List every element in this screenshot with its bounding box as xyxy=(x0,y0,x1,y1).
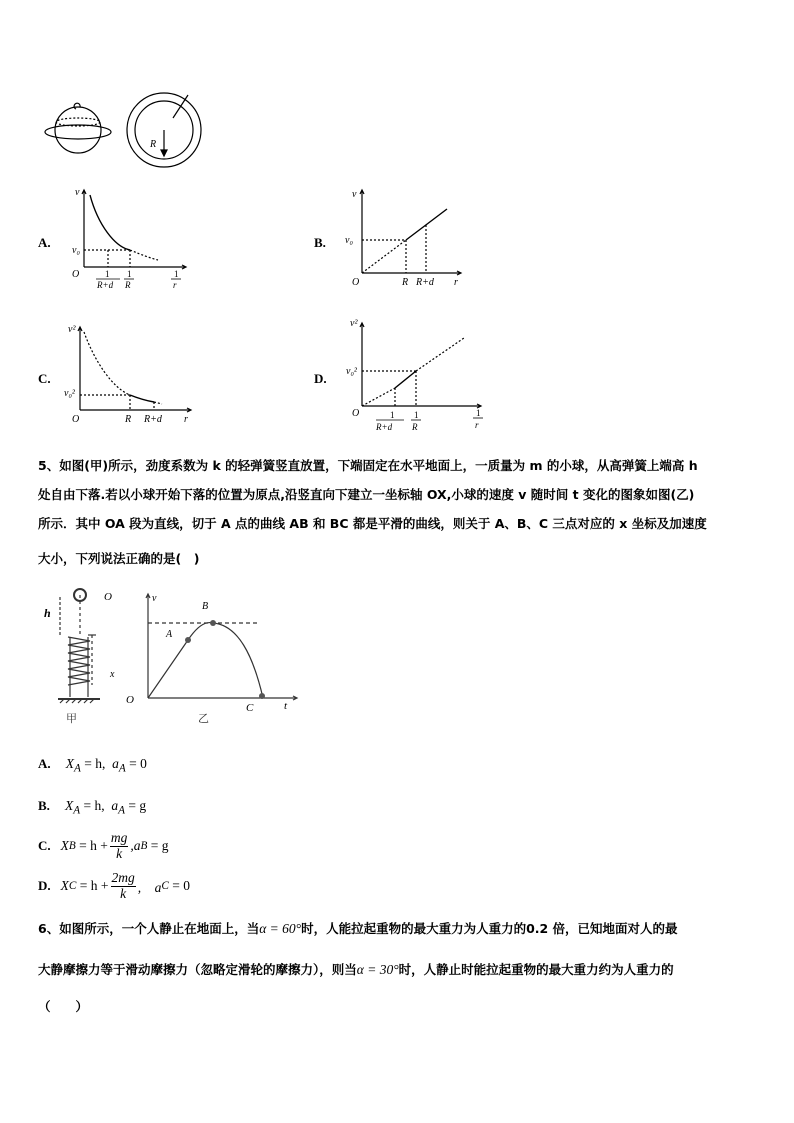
graph-d-t2-num: 1 xyxy=(414,410,419,420)
option-c-label: C. xyxy=(38,371,51,386)
option-a-label: A. xyxy=(38,235,51,250)
q5-option-a[interactable] xyxy=(38,753,147,773)
graph-b xyxy=(340,185,470,290)
graph-a-t2-num: 1 xyxy=(127,269,132,279)
q5-figure xyxy=(38,585,308,725)
ring-radius-label: R xyxy=(150,139,157,150)
graph-b-y-axis: v xyxy=(352,189,357,200)
graph-d-v0: v₀² xyxy=(346,366,357,377)
graph-c xyxy=(62,320,202,430)
graph-c-t2: R+d xyxy=(144,414,162,425)
alpha-60: α = 60° xyxy=(259,921,302,936)
q6-line-2: 大静摩擦力等于滑动摩擦力（忽略定滑轮的摩擦力），则当α = 30°时，人静止时能拉起重物的最大重力约为人重力的 xyxy=(38,962,674,977)
graph-d-x-axis: 1 xyxy=(476,408,481,418)
graph-a-t2-den: R xyxy=(125,280,131,290)
graph-d-t1-num: 1 xyxy=(390,410,395,420)
q5-option-d[interactable] xyxy=(38,868,190,904)
spring-o-label: O xyxy=(104,591,112,603)
option-d-label: D. xyxy=(314,371,327,386)
graph-b-origin: O xyxy=(352,277,360,288)
graph-c-t1: R xyxy=(125,414,132,425)
q5-option-a-label: A. xyxy=(38,756,51,771)
vt-t-label: t xyxy=(284,700,288,712)
graph-d xyxy=(340,316,490,436)
vt-a-label: A xyxy=(166,629,173,640)
q6-line-3: （ ） xyxy=(38,999,89,1014)
point-c xyxy=(259,693,265,699)
q5-line-1: 5、如图(甲)所示，劲度系数为 k 的轻弹簧竖直放置，下端固定在水平地面上，一质量为 m 的小球，从高弹簧上端高 h xyxy=(38,458,698,473)
graph-a-v0: v₀ xyxy=(72,245,80,256)
graph-d-origin: O xyxy=(352,408,360,419)
point-a xyxy=(185,637,191,643)
figure-jia-label: 甲 xyxy=(66,713,77,725)
graph-c-v0: v₀² xyxy=(64,388,75,399)
graph-d-line xyxy=(395,371,416,388)
figure-yi-label: 乙 xyxy=(198,713,209,725)
q5-option-a-formula: $X_A = h$, $a_A = 0$ xyxy=(65,756,147,775)
graph-a-curve xyxy=(90,195,130,250)
q5-option-c-label: C. xyxy=(38,838,51,853)
graph-a-t1-den: R+d xyxy=(97,280,114,290)
q5-option-b-label: B. xyxy=(38,798,50,813)
graph-b-x-axis: r xyxy=(454,277,458,288)
point-b xyxy=(210,620,216,626)
graph-a-x-axis-den: r xyxy=(173,280,177,290)
graph-c-origin: O xyxy=(72,414,80,425)
graph-a-y-axis: v xyxy=(75,187,80,198)
vt-b-label: B xyxy=(202,601,209,612)
graph-d-y-axis: v² xyxy=(350,318,358,329)
option-b-label: B. xyxy=(314,235,326,250)
q5-option-b-formula: $X_A = h$, $a_A = g$ xyxy=(65,798,147,817)
vt-graph xyxy=(146,594,297,700)
vt-v-label: v xyxy=(152,593,157,604)
q5-option-d-label: D. xyxy=(38,878,51,893)
graph-a-x-axis: 1 xyxy=(174,269,179,279)
graph-c-y-axis: v² xyxy=(68,324,76,335)
q5-line-2: 处自由下落.若以小球开始下落的位置为原点,沿竖直向下建立一坐标轴 OX,小球的速度 v 随时间 t 变化的图象如图(乙) xyxy=(38,487,695,502)
ring-figure xyxy=(127,93,201,167)
graph-a-origin: O xyxy=(72,269,80,280)
vt-c-label: C xyxy=(246,702,254,714)
graph-b-line xyxy=(406,209,447,240)
q5-option-c[interactable] xyxy=(38,828,169,864)
spring-x-label: x xyxy=(110,669,115,680)
graph-d-t1-den: R+d xyxy=(376,422,393,432)
q5-option-b[interactable] xyxy=(38,795,146,815)
vt-o-label: O xyxy=(126,694,134,706)
graph-c-x-axis: r xyxy=(184,414,188,425)
graph-d-t2-den: R xyxy=(412,422,418,432)
q5-line-3: 所示．其中 OA 段为直线，切于 A 点的曲线 AB 和 BC 都是平滑的曲线，则关于 A、B、C 三点对应的 x 坐标及加速度 xyxy=(38,516,707,531)
spring-figure xyxy=(58,589,100,703)
graph-a-t1-num: 1 xyxy=(105,269,110,279)
q5-option-d-formula: X C = h + $\frac{2mg}{k}$ , a C = 0 xyxy=(60,869,191,901)
graph-b-t1: R xyxy=(402,277,409,288)
alpha-30: α = 30° xyxy=(356,962,399,977)
graph-b-v0: v₀ xyxy=(345,235,353,246)
top-figures xyxy=(38,90,228,170)
graph-b-t2: R+d xyxy=(416,277,434,288)
graph-c-curve xyxy=(130,395,154,402)
graph-d-x-axis-den: r xyxy=(475,420,479,430)
q5-option-c-formula: X B = h + $\frac{mg}{k}$ ,a B = g xyxy=(60,829,169,861)
spring-h-label: h xyxy=(44,606,51,620)
q6-line-1: 6、如图所示，一个人静止在地面上，当α = 60°时，人能拉起重物的最大重力为人重力的0.2 倍，已知地面对人的最 xyxy=(38,921,678,936)
q5-line-4: 大小，下列说法正确的是( ) xyxy=(38,551,200,566)
sphere-figure xyxy=(45,103,111,153)
graph-a xyxy=(70,185,200,290)
